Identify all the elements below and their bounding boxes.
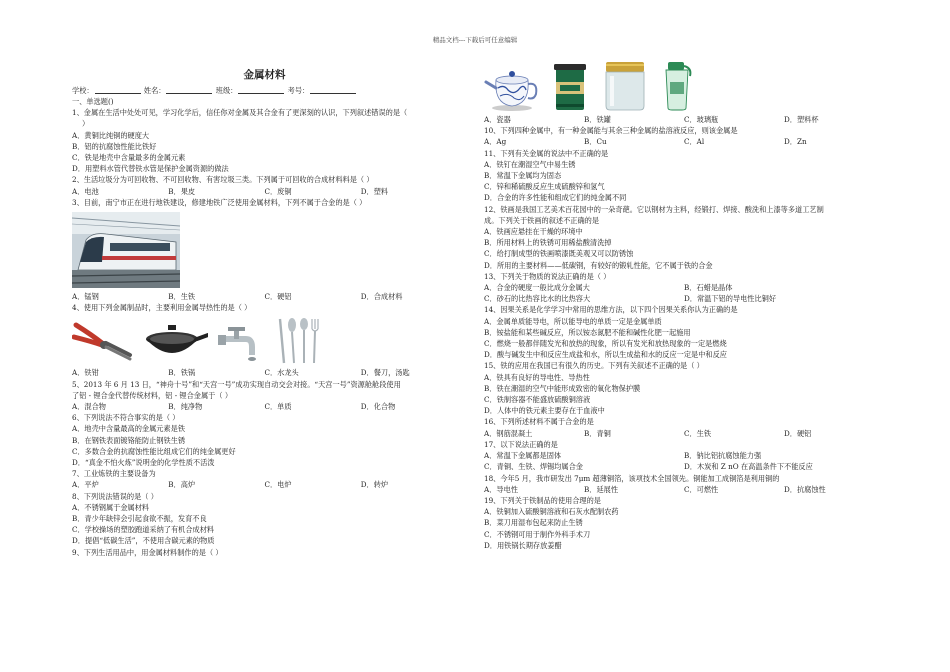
q18-options bbox=[484, 484, 884, 495]
q19-option-d: D．用铁锅长期存放姜醋 bbox=[484, 540, 562, 550]
q3-option-a: A．锰钢 bbox=[72, 292, 99, 302]
q7-option-c: C．电炉 bbox=[264, 480, 292, 490]
q12-option-b: B．所用材料上的铁锈可用稀盐酸清洗掉 bbox=[484, 238, 612, 248]
q4-options bbox=[72, 367, 457, 378]
q3-stem: 3、目前，南宁市正在进行地铁建设，修建地铁广泛使用金属材料，下列不属于合金的是（ ） bbox=[72, 197, 367, 207]
student-info-line bbox=[72, 85, 457, 96]
q13-stem: 13、下列关于物质的说法正确的是（ ） bbox=[484, 271, 611, 281]
plastic-cup-image bbox=[660, 60, 694, 112]
right-column bbox=[484, 68, 884, 551]
q16-option-a: A．钢筋混凝土 bbox=[484, 428, 533, 438]
q8-option-b: B．青少年缺锌会引起食欲不振，发育不良 bbox=[72, 514, 207, 524]
q5-option-a: A．混合物 bbox=[72, 402, 106, 412]
pliers-image bbox=[72, 321, 134, 365]
q8-option-a: A．不锈钢属于金属材料 bbox=[72, 502, 150, 512]
q12-stem-line1: 12、铁画是我国工艺美术百花园中的一朵奇葩。它以钢材为主料，经锻打、焊接、酸洗和上漆等多道工艺制 bbox=[484, 204, 824, 214]
q4-option-c: C．水龙头 bbox=[264, 368, 299, 378]
q1-option-c: C．铁是地壳中含量最多的金属元素 bbox=[72, 153, 186, 163]
q11-option-b: B．常温下金属均为固态 bbox=[484, 171, 562, 181]
q14-option-a: A．金属单质能导电，所以能导电的单质一定是金属单质 bbox=[484, 316, 662, 326]
q15-option-b: B．铁在潮湿的空气中能形成致密的氧化物保护膜 bbox=[484, 383, 641, 393]
q10-option-a: A．Ag bbox=[484, 137, 507, 147]
exam-no-blank[interactable] bbox=[310, 86, 356, 94]
q6-option-c: C．多数合金的抗腐蚀性能比组成它们的纯金属更好 bbox=[72, 446, 236, 456]
q3-option-b: B．生铁 bbox=[168, 292, 196, 302]
q2-option-d: D．塑料 bbox=[360, 186, 389, 196]
q6-option-a: A．地壳中含量最高的金属元素是铁 bbox=[72, 424, 186, 434]
q9-option-a: A．瓷器 bbox=[484, 115, 511, 124]
q7-option-d: D．转炉 bbox=[360, 480, 389, 490]
q6-stem: 6、下列说法不符合事实的是（ ） bbox=[72, 413, 180, 423]
q13-options-row1 bbox=[484, 282, 884, 293]
q14-stem: 14、因果关系是化学学习中常用的思维方法，以下四个因果关系你认为正确的是 bbox=[484, 305, 738, 315]
q9-images bbox=[484, 60, 884, 112]
q18-option-c: C．可燃性 bbox=[684, 484, 719, 494]
q2-stem: 2、生活垃圾分为可回收物、不可回收物、有害垃圾三类。下列属于可回收的合成材料料是（ ） bbox=[72, 175, 374, 185]
name-label: 姓名： bbox=[143, 86, 166, 95]
wok-image bbox=[142, 321, 208, 365]
q1-option-a: A．黄铜比纯铜的硬度大 bbox=[72, 130, 150, 140]
q9-option-d: D．塑料杯 bbox=[784, 115, 819, 124]
q19-stem: 19、下列关于铁制品的使用合理的是 bbox=[484, 495, 601, 505]
q17-option-c: C．青铜、生铁、焊锡均属合金 bbox=[484, 462, 583, 472]
exam-no-label: 考号： bbox=[287, 86, 310, 95]
q11-stem: 11、下列有关金属的说法中不正确的是 bbox=[484, 148, 609, 158]
q6-option-d: D．“真金不怕火炼”说明金的化学性质不活泼 bbox=[72, 458, 215, 468]
q15-option-a: A．铁具有良好的导电性、导热性 bbox=[484, 372, 590, 382]
q2-options bbox=[72, 186, 457, 197]
q7-options bbox=[72, 479, 457, 490]
q5-option-b: B．纯净物 bbox=[168, 402, 203, 412]
q13-option-b: B．石蜡是晶体 bbox=[684, 283, 733, 293]
q19-option-c: C．不锈钢可用于制作外科手术刀 bbox=[484, 529, 591, 539]
q8-stem: 8、下列说法错误的是（ ） bbox=[72, 491, 158, 501]
q3-option-d: D．合成材料 bbox=[360, 292, 403, 302]
q6-option-b: B．在钢铁表面镀铬能防止钢铁生锈 bbox=[72, 435, 186, 445]
q7-stem: 7、工业炼铁的主要设备为 bbox=[72, 469, 156, 479]
q14-option-c: C．燃烧一般都伴随发光和放热的现象，所以有发光和放热现象的一定是燃烧 bbox=[484, 339, 727, 349]
q9-options bbox=[484, 114, 884, 125]
q17-options-row1 bbox=[484, 450, 884, 461]
q7-option-b: B．高炉 bbox=[168, 480, 196, 490]
q10-stem: 10、下列四种金属中，有一种金属能与其余三种金属的盐溶液反应，则该金属是 bbox=[484, 126, 738, 136]
q17-option-a: A．常温下金属都是固体 bbox=[484, 451, 562, 461]
q3-options bbox=[72, 291, 457, 302]
q14-option-b: B．铵盐能和某些碱反应，所以铵态氮肥不能和碱性化肥一起施用 bbox=[484, 327, 691, 337]
doc-title: 金属材料 bbox=[243, 69, 286, 81]
q4-option-d: D．餐刀，汤匙 bbox=[360, 368, 410, 378]
q4-stem: 4、使用下列金属制品时，主要利用金属导热性的是（ ） bbox=[72, 303, 252, 313]
q1-option-d: D．用塑料水管代替铁水管是保护金属资源的做法 bbox=[72, 164, 229, 174]
q15-option-c: C．铁制容器不能盛放硫酸铜溶液 bbox=[484, 395, 591, 405]
class-blank[interactable] bbox=[238, 86, 284, 94]
faucet-image bbox=[216, 321, 264, 365]
q8-option-d: D．提倡“低碳生活”，不使用含碳元素的物质 bbox=[72, 536, 215, 546]
q17-option-b: B．钠比铝抗腐蚀能力强 bbox=[684, 451, 762, 461]
q14-option-d: D．酸与碱发生中和反应生成盐和水，所以生成盐和水的反应一定是中和反应 bbox=[484, 350, 727, 360]
q17-stem: 17、以下说法正确的是 bbox=[484, 439, 558, 449]
class-label: 班级： bbox=[215, 86, 238, 95]
q16-option-b: B．青铜 bbox=[584, 428, 611, 438]
q12-option-c: C．给打制成型的铁画喷漆既美观又可以防锈蚀 bbox=[484, 249, 634, 259]
q13-option-d: D．常温下铝的导电性比铜好 bbox=[684, 294, 777, 304]
q5-stem-line1: 5、2013 年 6 月 13 日，“神舟十号”和“天宫一号”成功实现自动交会对接。“天宫一号”资源舱舱段使用 bbox=[72, 379, 401, 389]
school-blank[interactable] bbox=[95, 86, 141, 94]
glass-jar-image bbox=[600, 60, 650, 112]
q4-option-b: B．铁锅 bbox=[168, 368, 196, 378]
q2-option-c: C．废铜 bbox=[264, 186, 292, 196]
q5-option-c: C．单质 bbox=[264, 402, 292, 412]
q13-option-c: C．砂石的比热容比水的比热容大 bbox=[484, 294, 591, 304]
q9-option-b: B．铁罐 bbox=[584, 115, 611, 124]
q19-option-a: A．铁铜加入硫酸铜溶液和石灰水配制农药 bbox=[484, 507, 619, 517]
q11-option-c: C．锌和稀硫酸反应生成硫酸锌和氢气 bbox=[484, 182, 605, 192]
q18-option-d: D．抗腐蚀性 bbox=[784, 484, 826, 494]
q12-option-a: A．铁画应悬挂在干燥的环境中 bbox=[484, 227, 583, 237]
q2-option-a: A．电池 bbox=[72, 186, 99, 196]
q16-option-d: D．硬铝 bbox=[784, 428, 812, 438]
q13-option-a: A．合金的硬度一般比成分金属大 bbox=[484, 283, 590, 293]
q10-option-b: B．Cu bbox=[584, 137, 607, 147]
page-header-note: 精品文档---下载后可任意编辑 bbox=[432, 36, 518, 44]
q17-options-row2 bbox=[484, 461, 884, 472]
q10-options bbox=[484, 136, 884, 147]
iron-tin-can-image bbox=[550, 60, 590, 112]
q16-stem: 16、下列所述材料不属于合金的是 bbox=[484, 417, 594, 427]
q4-images bbox=[72, 315, 457, 365]
q16-option-c: C．生铁 bbox=[684, 428, 712, 438]
school-label: 学校： bbox=[72, 86, 94, 95]
q13-options-row2 bbox=[484, 293, 884, 304]
q1-stem-end: ） bbox=[82, 119, 90, 129]
q18-stem: 18、今年5 月，我市研发出 7μm 超薄铜箔，该项技术全国领先。铜能加工成铜箔是利用铜的 bbox=[484, 473, 780, 483]
q3-option-c: C．硬铝 bbox=[264, 292, 292, 302]
q9-option-c: C．玻璃瓶 bbox=[684, 115, 719, 124]
q5-options bbox=[72, 401, 457, 412]
porcelain-kettle-image bbox=[484, 60, 540, 112]
cutlery-image bbox=[272, 315, 324, 365]
q9-stem: 9、下列生活用品中，用金属材料制作的是（ ） bbox=[72, 547, 223, 557]
q15-stem: 15、铁的应用在我国已有很久的历史。下列有关叙述不正确的是（ ） bbox=[484, 361, 704, 371]
q5-stem-line2: 了铝 - 锂合金代替传统材料，铝 - 锂合金属于（ ） bbox=[72, 390, 233, 400]
q5-option-d: D．化合物 bbox=[360, 402, 396, 412]
q16-options bbox=[484, 428, 884, 439]
q7-option-a: A．平炉 bbox=[72, 480, 99, 490]
q10-option-c: C．Al bbox=[684, 137, 705, 147]
q18-option-b: B．延展性 bbox=[584, 484, 619, 494]
q18-option-a: A．导电性 bbox=[484, 484, 518, 494]
section-heading: 一、单选题() bbox=[72, 97, 114, 106]
name-blank[interactable] bbox=[166, 86, 212, 94]
q4-option-a: A．铁钳 bbox=[72, 368, 99, 378]
q1-option-b: B．铝的抗腐蚀性能比铁好 bbox=[72, 141, 157, 151]
q11-option-d: D．合金的许多性能和组成它们的纯金属不同 bbox=[484, 193, 627, 203]
q2-option-b: B．果皮 bbox=[168, 186, 196, 196]
q1-stem: 1、金属在生活中处处可见，学习化学后，信任你对金属及其合金有了更深刻的认识，下列叙述错误的是（ bbox=[72, 108, 408, 118]
left-column bbox=[72, 68, 457, 558]
q12-stem-line2: 成。下列关于铁画的叙述不正确的是 bbox=[484, 215, 600, 225]
q19-option-b: B．菜刀用湿布包起来防止生锈 bbox=[484, 518, 583, 528]
q15-option-d: D．人体中的铁元素主要存在于血液中 bbox=[484, 406, 605, 416]
subway-train-image bbox=[72, 212, 457, 288]
q17-option-d: D．木炭和 Z nO 在高温条件下不能反应 bbox=[684, 462, 813, 472]
q10-option-d: D．Zn bbox=[784, 137, 807, 147]
q8-option-c: C．学校操场的塑胶跑道采纳了有机合成材料 bbox=[72, 525, 215, 535]
q12-option-d: D．所用的主要材料——低碳钢，有较好的锻轧性能，它不属于铁的合金 bbox=[484, 260, 713, 270]
q11-option-a: A．铁钉在潮湿空气中易生锈 bbox=[484, 159, 576, 169]
